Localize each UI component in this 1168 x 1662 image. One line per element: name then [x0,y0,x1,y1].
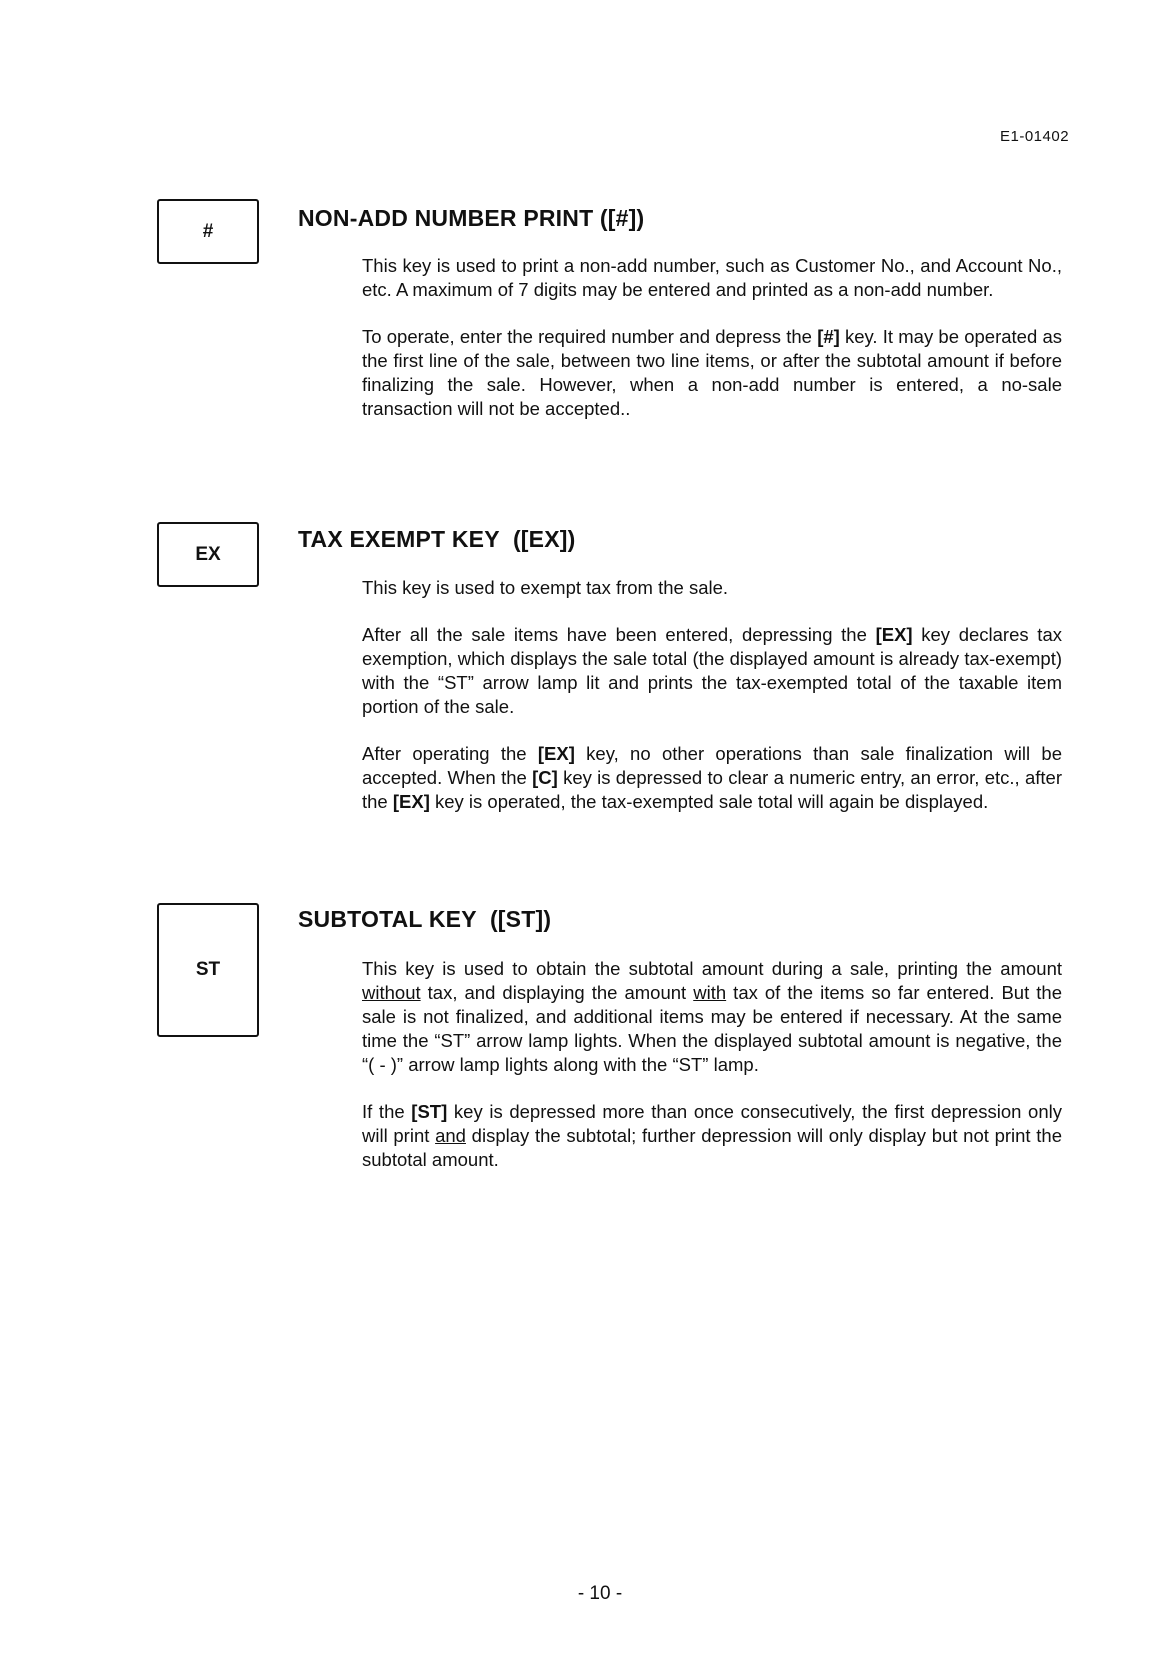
key-icon-st [157,903,259,1037]
text-run: tax of the items so far entered. But the sale is not finalized, and additional items may be entered if necessary. At the same time the “ST” arrow lamp lights. When the displayed subtotal amount is negative, the “( - )” arrow lamp lights along with the “ST” lamp. [362,982,1062,1075]
text-run: This key is used to print a non-add number, such as Customer No., and Account No., etc. A maximum of 7 digits may be entered and printed as a non-add number. [362,255,1062,300]
underlined-word: and [435,1125,466,1146]
text-run: After operating the [362,743,538,764]
section-heading-tax-exempt [298,526,575,553]
page-number: - 10 - [577,1583,623,1604]
paragraph [362,742,1062,814]
document-code: E1-01402 [1000,128,1070,145]
underlined-word: with [693,982,727,1003]
text-run: key, no other operations than sale finalization will be accepted. When the [362,743,1062,788]
paragraph [362,325,1062,421]
key-reference: [#] [817,326,840,347]
text-run: key is depressed more than once consecutively, the first depression only will print [362,1101,1062,1146]
text-run: key is operated, the tax-exempted sale total will again be displayed. [429,791,989,812]
text-run: This key is used to exempt tax from the sale. [362,577,729,598]
key-reference: [EX] [392,791,430,812]
key-reference: [EX] [875,624,913,645]
section-heading-non-add [298,205,644,232]
key-reference: [EX] [537,743,575,764]
underlined-word: without [362,982,421,1003]
text-run: To operate, enter the required number and depress the [362,326,818,347]
paragraph [362,1100,1062,1172]
paragraph [362,957,1062,1077]
section-body-tax-exempt [362,576,1062,837]
heading-key: ([ST]) [489,906,552,932]
text-run: This key is used to obtain the subtotal amount during a sale, printing the amount [362,958,1062,979]
heading-title: NON-ADD NUMBER PRINT [298,205,594,231]
key-reference: [C] [532,767,558,788]
heading-key: ([EX]) [512,526,576,552]
text-run: key. It may be operated as the first line of the sale, between two line items, or after the subtotal amount if before finalizing the sale. However, when a non-add number is entered, a no-sale transaction will not be accepted.. [362,326,1062,419]
section-heading-subtotal [298,906,551,933]
paragraph [362,254,1062,302]
text-run: key is depressed to clear a numeric entry, an error, etc., after the [362,767,1062,812]
key-label: ST [195,959,221,980]
key-reference: [ST] [411,1101,448,1122]
heading-key: ([#]) [599,205,645,231]
heading-title: SUBTOTAL KEY [298,906,477,932]
text-run: After all the sale items have been entered, depressing the [362,624,876,645]
key-icon-ex [157,522,259,587]
key-label: # [202,220,214,242]
key-label: EX [195,543,221,565]
text-run: If the [362,1101,412,1122]
text-run: display the subtotal; further depression will only display but not print the subtotal amount. [362,1125,1062,1170]
paragraph [362,576,1062,600]
text-run: key declares tax exemption, which displays the sale total (the displayed amount is already tax-exempt) with the “ST” arrow lamp lit and prints the tax-exempted total of the taxable item portion of the sale. [362,624,1062,717]
section-body-non-add [362,254,1062,444]
section-body-subtotal [362,957,1062,1195]
paragraph [362,623,1062,719]
heading-title: TAX EXEMPT KEY [298,526,500,552]
text-run: tax, and displaying the amount [420,982,694,1003]
key-icon-hash [157,199,259,264]
